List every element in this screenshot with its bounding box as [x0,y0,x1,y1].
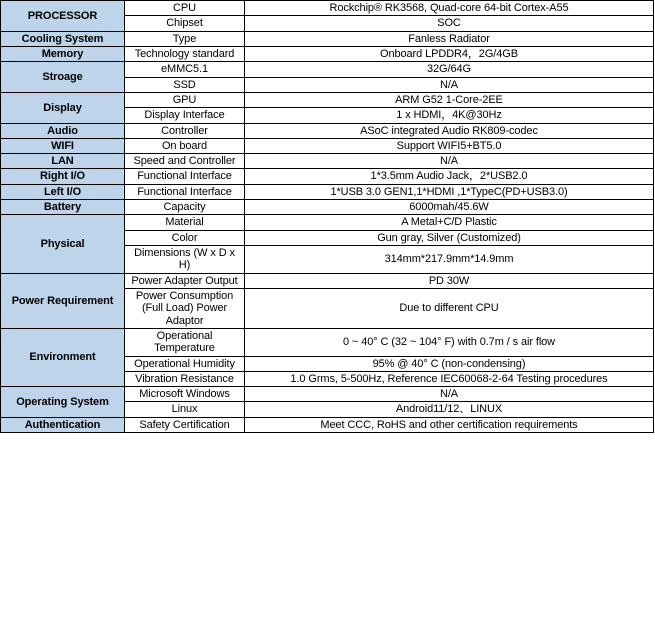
spec-category-cell: WIFI [1,138,125,153]
spec-value-cell: 1.0 Grms, 5-500Hz, Reference IEC60068-2-64 Testing procedures [245,371,654,386]
spec-parameter-cell: Operational Temperature [125,328,245,356]
spec-value-cell: Support WIFI5+BT5.0 [245,138,654,153]
spec-parameter-cell: Color [125,230,245,245]
spec-value-cell: SOC [245,16,654,31]
spec-parameter-cell: GPU [125,92,245,107]
spec-category-cell: Operating System [1,387,125,418]
spec-value-cell: 95% @ 40° C (non-condensing) [245,356,654,371]
table-row [1,154,654,169]
spec-value-cell: Fanless Radiator [245,31,654,46]
spec-category-cell: Memory [1,46,125,61]
table-row [1,273,654,288]
spec-category-cell: Right I/O [1,169,125,184]
spec-parameter-cell: Linux [125,402,245,417]
spec-value-cell: Rockchip® RK3568, Quad-core 64-bit Cortex-A55 [245,1,654,16]
table-row [1,62,654,77]
spec-category-cell: Battery [1,200,125,215]
spec-category-cell: Left I/O [1,184,125,199]
spec-category-cell: Cooling System [1,31,125,46]
spec-parameter-cell: Display Interface [125,108,245,123]
table-row [1,138,654,153]
spec-value-cell: Onboard LPDDR4，2G/4GB [245,46,654,61]
spec-value-cell: 1 x HDMI，4K@30Hz [245,108,654,123]
spec-parameter-cell: Technology standard [125,46,245,61]
spec-parameter-cell: On board [125,138,245,153]
spec-category-cell: Environment [1,328,125,386]
table-row [1,46,654,61]
table-row [1,123,654,138]
spec-parameter-cell: Type [125,31,245,46]
spec-parameter-cell: Controller [125,123,245,138]
spec-value-cell: 6000mah/45.6W [245,200,654,215]
table-row [1,417,654,432]
spec-parameter-cell: Vibration Resistance [125,371,245,386]
table-row [1,1,654,16]
spec-parameter-cell: Dimensions (W x D x H) [125,246,245,274]
spec-parameter-cell: Speed and Controller [125,154,245,169]
spec-parameter-cell: eMMC5.1 [125,62,245,77]
table-row [1,328,654,356]
spec-parameter-cell: Power Consumption (Full Load) Power Adaptor [125,288,245,328]
spec-value-cell: 314mm*217.9mm*14.9mm [245,246,654,274]
spec-parameter-cell: Chipset [125,16,245,31]
spec-value-cell: 1*USB 3.0 GEN1,1*HDMI ,1*TypeC(PD+USB3.0) [245,184,654,199]
spec-value-cell: Gun gray, Silver (Customized) [245,230,654,245]
spec-parameter-cell: Capacity [125,200,245,215]
spec-value-cell: 0 ~ 40° C (32 ~ 104° F) with 0.7m / s air flow [245,328,654,356]
spec-category-cell: Stroage [1,62,125,93]
spec-parameter-cell: CPU [125,1,245,16]
specification-table-body [1,1,654,433]
spec-value-cell: Android11/12、LINUX [245,402,654,417]
spec-category-cell: Physical [1,215,125,273]
spec-parameter-cell: Operational Humidity [125,356,245,371]
spec-category-cell: Authentication [1,417,125,432]
spec-value-cell: N/A [245,154,654,169]
spec-value-cell: A Metal+C/D Plastic [245,215,654,230]
spec-parameter-cell: Material [125,215,245,230]
spec-value-cell: 1*3.5mm Audio Jack，2*USB2.0 [245,169,654,184]
spec-category-cell: Power Requirement [1,273,125,328]
spec-value-cell: N/A [245,387,654,402]
table-row [1,92,654,107]
spec-value-cell: ARM G52 1-Core-2EE [245,92,654,107]
spec-parameter-cell: Safety Certification [125,417,245,432]
table-row [1,215,654,230]
table-row [1,169,654,184]
spec-value-cell: ASoC integrated Audio RK809-codec [245,123,654,138]
spec-parameter-cell: Functional Interface [125,169,245,184]
spec-category-cell: PROCESSOR [1,1,125,32]
spec-value-cell: PD 30W [245,273,654,288]
spec-category-cell: Display [1,92,125,123]
table-row [1,31,654,46]
spec-value-cell: Meet CCC, RoHS and other certification requirements [245,417,654,432]
table-row [1,184,654,199]
spec-value-cell: N/A [245,77,654,92]
spec-category-cell: Audio [1,123,125,138]
spec-parameter-cell: Microsoft Windows [125,387,245,402]
spec-value-cell: 32G/64G [245,62,654,77]
table-row [1,200,654,215]
spec-parameter-cell: SSD [125,77,245,92]
spec-value-cell: Due to different CPU [245,288,654,328]
spec-category-cell: LAN [1,154,125,169]
spec-parameter-cell: Functional Interface [125,184,245,199]
spec-parameter-cell: Power Adapter Output [125,273,245,288]
table-row [1,387,654,402]
